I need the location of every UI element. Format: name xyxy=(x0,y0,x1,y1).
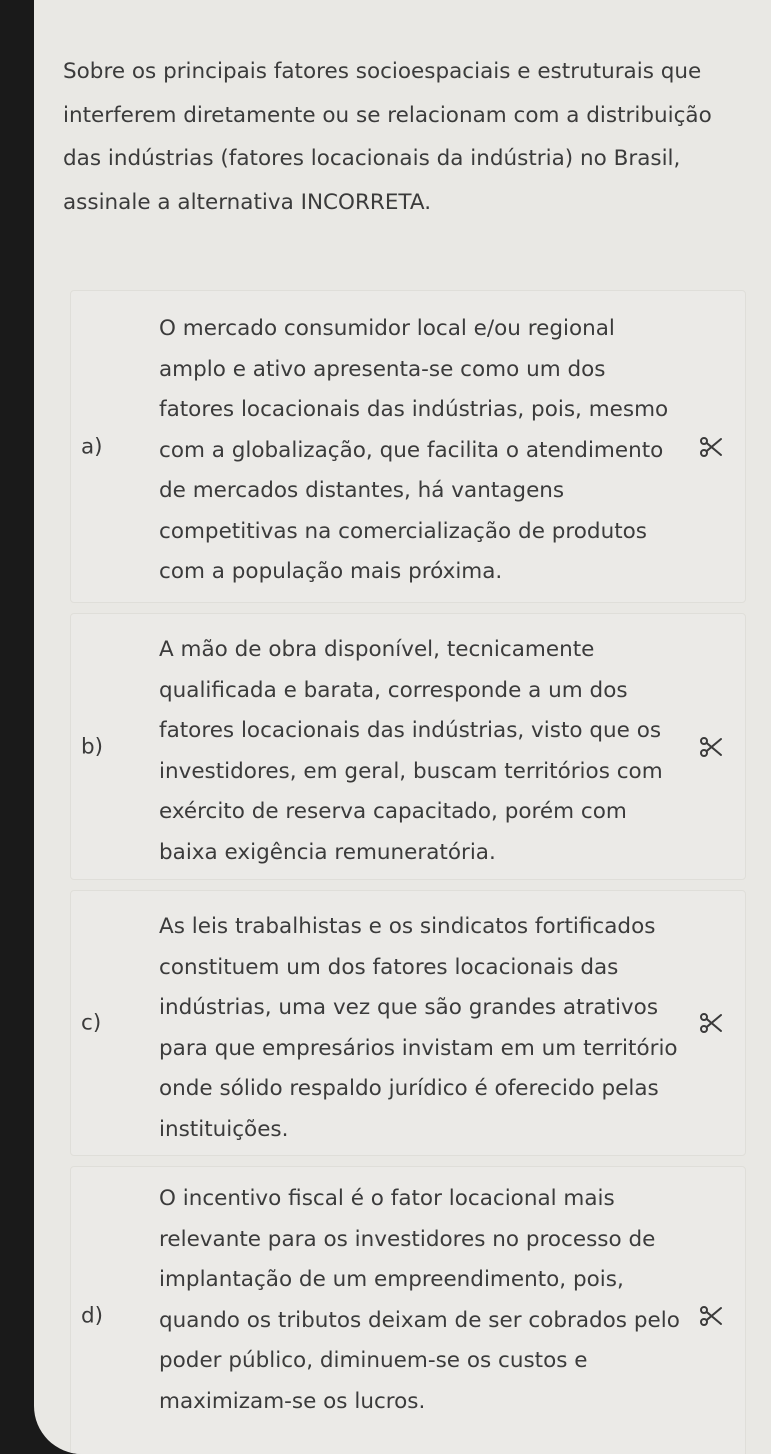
option-text: As leis trabalhistas e os sindicatos fortificados constituem um dos fatores locacionais das indústrias, uma vez que são grandes atrativos para que empresários invistam em um território onde sólido respaldo jurídico é oferecido pelas instituições. xyxy=(159,914,678,1142)
option-a[interactable] xyxy=(70,290,746,603)
app-screen xyxy=(34,0,771,1454)
options-list xyxy=(70,290,746,1454)
question-text: Sobre os principais fatores socioespaciais e estruturais que interferem diretamente ou se relacionam com a distribuição das indústrias (fatores locacionais da indústria) no Brasil, assinale a alternativa INCORRETA. xyxy=(63,59,712,215)
scissors-icon[interactable] xyxy=(699,1304,723,1328)
option-text: O incentivo fiscal é o fator locacional mais relevante para os investidores no processo de implantação de um empreendimento, pois, quando os tributos deixam de ser cobrados pelo poder público, diminuem-se os custos e maximizam-se os lucros. xyxy=(159,1186,680,1414)
option-text: A mão de obra disponível, tecnicamente qualificada e barata, corresponde a um dos fatores locacionais das indústrias, visto que os investidores, em geral, buscam territórios com exército de reserva capacitado, porém com baixa exigência remuneratória. xyxy=(159,637,663,865)
option-letter: d) xyxy=(81,1303,104,1329)
option-letter: a) xyxy=(81,434,103,459)
option-letter: b) xyxy=(81,734,104,759)
option-d[interactable] xyxy=(70,1166,746,1454)
option-letter: c) xyxy=(81,1010,102,1036)
option-b[interactable] xyxy=(70,613,746,880)
scissors-icon[interactable] xyxy=(699,735,723,759)
option-text: O mercado consumidor local e/ou regional amplo e ativo apresenta-se como um dos fatores locacionais das indústrias, pois, mesmo com a globalização, que facilita o atendimento de mercados distantes, há vantagens competitivas na comercialização de produtos com a população mais próxima. xyxy=(159,316,669,584)
scissors-icon[interactable] xyxy=(699,1011,723,1035)
option-c[interactable] xyxy=(70,890,746,1156)
scissors-icon[interactable] xyxy=(699,435,723,459)
